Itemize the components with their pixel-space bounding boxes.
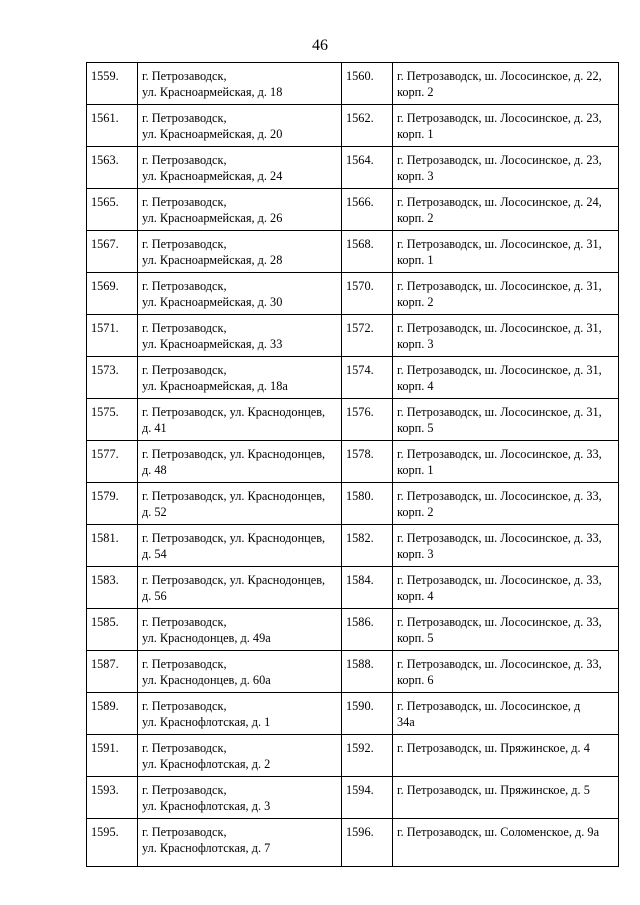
address-line: г. Петрозаводск, ш. Лососинское, д. 23, xyxy=(397,111,602,125)
address-line: д. 54 xyxy=(142,547,167,561)
left-entry-number: 1563. xyxy=(87,147,138,189)
right-entry-number: 1580. xyxy=(342,483,393,525)
left-entry-number: 1569. xyxy=(87,273,138,315)
address-line: корп. 3 xyxy=(397,547,434,561)
address-line: г. Петрозаводск, ш. Лососинское, д. 33, xyxy=(397,531,602,545)
right-entry-number: 1564. xyxy=(342,147,393,189)
address-line: г. Петрозаводск, ш. Лососинское, д. 22, xyxy=(397,69,602,83)
address-line: г. Петрозаводск, ул. Краснодонцев, xyxy=(142,489,326,503)
left-address-cell xyxy=(138,609,342,651)
left-entry-number: 1581. xyxy=(87,525,138,567)
left-entry-number: 1593. xyxy=(87,777,138,819)
address-line: г. Петрозаводск, ш. Лососинское, д. 31, xyxy=(397,321,602,335)
table-row xyxy=(87,777,619,819)
address-line: ул. Красноармейская, д. 18 xyxy=(142,85,283,99)
address-line: г. Петрозаводск, ул. Краснодонцев, xyxy=(142,531,326,545)
address-line: корп. 4 xyxy=(397,379,434,393)
address-line: д. 41 xyxy=(142,421,167,435)
right-entry-number: 1560. xyxy=(342,63,393,105)
right-entry-number: 1578. xyxy=(342,441,393,483)
address-line: г. Петрозаводск, ш. Пряжинское, д. 4 xyxy=(397,741,590,755)
address-line: 34а xyxy=(397,715,415,729)
address-line: корп. 2 xyxy=(397,295,434,309)
address-line: г. Петрозаводск, ш. Лососинское, д. 31, xyxy=(397,237,602,251)
address-line: г. Петрозаводск, xyxy=(142,69,227,83)
address-line: ул. Краснодонцев, д. 60а xyxy=(142,673,271,687)
address-line: г. Петрозаводск, xyxy=(142,321,227,335)
right-entry-number: 1594. xyxy=(342,777,393,819)
right-entry-number: 1586. xyxy=(342,609,393,651)
left-address-cell xyxy=(138,777,342,819)
address-line: г. Петрозаводск, ш. Соломенское, д. 9а xyxy=(397,825,600,839)
address-line: г. Петрозаводск, xyxy=(142,195,227,209)
table-row xyxy=(87,147,619,189)
address-line: г. Петрозаводск, ш. Лососинское, д xyxy=(397,699,581,713)
right-address-cell xyxy=(393,567,619,609)
left-entry-number: 1571. xyxy=(87,315,138,357)
address-line: г. Петрозаводск, xyxy=(142,237,227,251)
right-entry-number: 1590. xyxy=(342,693,393,735)
right-entry-number: 1584. xyxy=(342,567,393,609)
table-row xyxy=(87,231,619,273)
left-address-cell xyxy=(138,567,342,609)
address-line: корп. 4 xyxy=(397,589,434,603)
left-entry-number: 1583. xyxy=(87,567,138,609)
address-line: г. Петрозаводск, ш. Лососинское, д. 33, xyxy=(397,447,602,461)
right-address-cell xyxy=(393,735,619,777)
address-line: г. Петрозаводск, xyxy=(142,153,227,167)
address-line: г. Петрозаводск, xyxy=(142,657,227,671)
address-line: ул. Красноармейская, д. 20 xyxy=(142,127,283,141)
table-row xyxy=(87,525,619,567)
right-entry-number: 1566. xyxy=(342,189,393,231)
left-address-cell xyxy=(138,735,342,777)
left-address-cell xyxy=(138,105,342,147)
right-address-cell xyxy=(393,357,619,399)
left-address-cell xyxy=(138,693,342,735)
address-line: ул. Красноармейская, д. 30 xyxy=(142,295,283,309)
address-line: г. Петрозаводск, ш. Лососинское, д. 31, xyxy=(397,279,602,293)
address-line: д. 56 xyxy=(142,589,167,603)
right-entry-number: 1582. xyxy=(342,525,393,567)
table-row xyxy=(87,441,619,483)
address-line: г. Петрозаводск, xyxy=(142,111,227,125)
address-line: г. Петрозаводск, ул. Краснодонцев, xyxy=(142,447,326,461)
left-entry-number: 1565. xyxy=(87,189,138,231)
address-line: г. Петрозаводск, ш. Лососинское, д. 33, xyxy=(397,615,602,629)
table-row xyxy=(87,567,619,609)
page-number: 46 xyxy=(312,37,328,54)
address-line: корп. 3 xyxy=(397,337,434,351)
table-row xyxy=(87,819,619,867)
address-line: корп. 2 xyxy=(397,505,434,519)
address-line: д. 52 xyxy=(142,505,167,519)
left-address-cell xyxy=(138,441,342,483)
address-table xyxy=(86,62,619,867)
right-address-cell xyxy=(393,525,619,567)
address-line: ул. Краснофлотская, д. 1 xyxy=(142,715,271,729)
left-entry-number: 1595. xyxy=(87,819,138,867)
left-address-cell xyxy=(138,315,342,357)
address-line: ул. Красноармейская, д. 26 xyxy=(142,211,283,225)
right-entry-number: 1572. xyxy=(342,315,393,357)
table-row xyxy=(87,63,619,105)
address-line: г. Петрозаводск, ул. Краснодонцев, xyxy=(142,573,326,587)
left-address-cell xyxy=(138,819,342,867)
right-entry-number: 1576. xyxy=(342,399,393,441)
address-line: корп. 1 xyxy=(397,463,434,477)
right-address-cell xyxy=(393,147,619,189)
address-line: корп. 5 xyxy=(397,631,434,645)
address-line: г. Петрозаводск, ш. Лососинское, д. 33, xyxy=(397,489,602,503)
right-address-cell xyxy=(393,609,619,651)
left-address-cell xyxy=(138,525,342,567)
right-entry-number: 1568. xyxy=(342,231,393,273)
right-address-cell xyxy=(393,273,619,315)
left-entry-number: 1561. xyxy=(87,105,138,147)
right-address-cell xyxy=(393,819,619,867)
address-line: г. Петрозаводск, ш. Лососинское, д. 31, xyxy=(397,405,602,419)
right-address-cell xyxy=(393,63,619,105)
table-row xyxy=(87,483,619,525)
address-line: г. Петрозаводск, ш. Лососинское, д. 31, xyxy=(397,363,602,377)
table-row xyxy=(87,399,619,441)
address-line: ул. Краснофлотская, д. 2 xyxy=(142,757,271,771)
address-line: ул. Краснофлотская, д. 3 xyxy=(142,799,271,813)
table-row xyxy=(87,315,619,357)
address-line: г. Петрозаводск, ш. Лососинское, д. 33, xyxy=(397,573,602,587)
left-entry-number: 1577. xyxy=(87,441,138,483)
address-line: ул. Красноармейская, д. 18а xyxy=(142,379,288,393)
table-row xyxy=(87,651,619,693)
left-address-cell xyxy=(138,63,342,105)
address-line: корп. 3 xyxy=(397,169,434,183)
right-address-cell xyxy=(393,105,619,147)
address-line: г. Петрозаводск, xyxy=(142,363,227,377)
right-entry-number: 1588. xyxy=(342,651,393,693)
left-address-cell xyxy=(138,231,342,273)
address-line: корп. 2 xyxy=(397,85,434,99)
table-row xyxy=(87,273,619,315)
left-address-cell xyxy=(138,273,342,315)
table-row xyxy=(87,693,619,735)
address-line: г. Петрозаводск, xyxy=(142,741,227,755)
left-entry-number: 1579. xyxy=(87,483,138,525)
table-row xyxy=(87,357,619,399)
address-line: ул. Краснофлотская, д. 7 xyxy=(142,841,271,855)
right-entry-number: 1596. xyxy=(342,819,393,867)
right-address-cell xyxy=(393,693,619,735)
right-address-cell xyxy=(393,441,619,483)
left-address-cell xyxy=(138,357,342,399)
address-line: г. Петрозаводск, ш. Пряжинское, д. 5 xyxy=(397,783,590,797)
right-entry-number: 1570. xyxy=(342,273,393,315)
right-entry-number: 1574. xyxy=(342,357,393,399)
left-entry-number: 1573. xyxy=(87,357,138,399)
address-line: г. Петрозаводск, xyxy=(142,699,227,713)
address-line: д. 48 xyxy=(142,463,167,477)
address-line: г. Петрозаводск, xyxy=(142,783,227,797)
left-entry-number: 1567. xyxy=(87,231,138,273)
table-row xyxy=(87,189,619,231)
address-line: корп. 1 xyxy=(397,127,434,141)
table-row xyxy=(87,609,619,651)
right-address-cell xyxy=(393,651,619,693)
table-row xyxy=(87,735,619,777)
left-entry-number: 1589. xyxy=(87,693,138,735)
address-line: ул. Красноармейская, д. 24 xyxy=(142,169,283,183)
left-address-cell xyxy=(138,147,342,189)
right-entry-number: 1562. xyxy=(342,105,393,147)
address-line: корп. 5 xyxy=(397,421,434,435)
address-table-body xyxy=(87,63,619,867)
right-address-cell xyxy=(393,231,619,273)
left-entry-number: 1575. xyxy=(87,399,138,441)
left-address-cell xyxy=(138,399,342,441)
right-address-cell xyxy=(393,483,619,525)
right-address-cell xyxy=(393,777,619,819)
right-entry-number: 1592. xyxy=(342,735,393,777)
address-line: ул. Красноармейская, д. 28 xyxy=(142,253,283,267)
address-line: ул. Красноармейская, д. 33 xyxy=(142,337,283,351)
left-entry-number: 1591. xyxy=(87,735,138,777)
address-line: корп. 2 xyxy=(397,211,434,225)
address-line: г. Петрозаводск, xyxy=(142,615,227,629)
address-line: ул. Краснодонцев, д. 49а xyxy=(142,631,271,645)
address-line: г. Петрозаводск, ш. Лососинское, д. 23, xyxy=(397,153,602,167)
address-line: г. Петрозаводск, ул. Краснодонцев, xyxy=(142,405,326,419)
right-address-cell xyxy=(393,315,619,357)
address-line: г. Петрозаводск, ш. Лососинское, д. 24, xyxy=(397,195,602,209)
right-address-cell xyxy=(393,399,619,441)
address-line: г. Петрозаводск, xyxy=(142,279,227,293)
address-line: корп. 1 xyxy=(397,253,434,267)
right-address-cell xyxy=(393,189,619,231)
address-line: г. Петрозаводск, xyxy=(142,825,227,839)
left-entry-number: 1587. xyxy=(87,651,138,693)
table-row xyxy=(87,105,619,147)
left-address-cell xyxy=(138,483,342,525)
left-entry-number: 1559. xyxy=(87,63,138,105)
left-address-cell xyxy=(138,651,342,693)
address-line: корп. 6 xyxy=(397,673,434,687)
left-entry-number: 1585. xyxy=(87,609,138,651)
left-address-cell xyxy=(138,189,342,231)
address-line: г. Петрозаводск, ш. Лососинское, д. 33, xyxy=(397,657,602,671)
